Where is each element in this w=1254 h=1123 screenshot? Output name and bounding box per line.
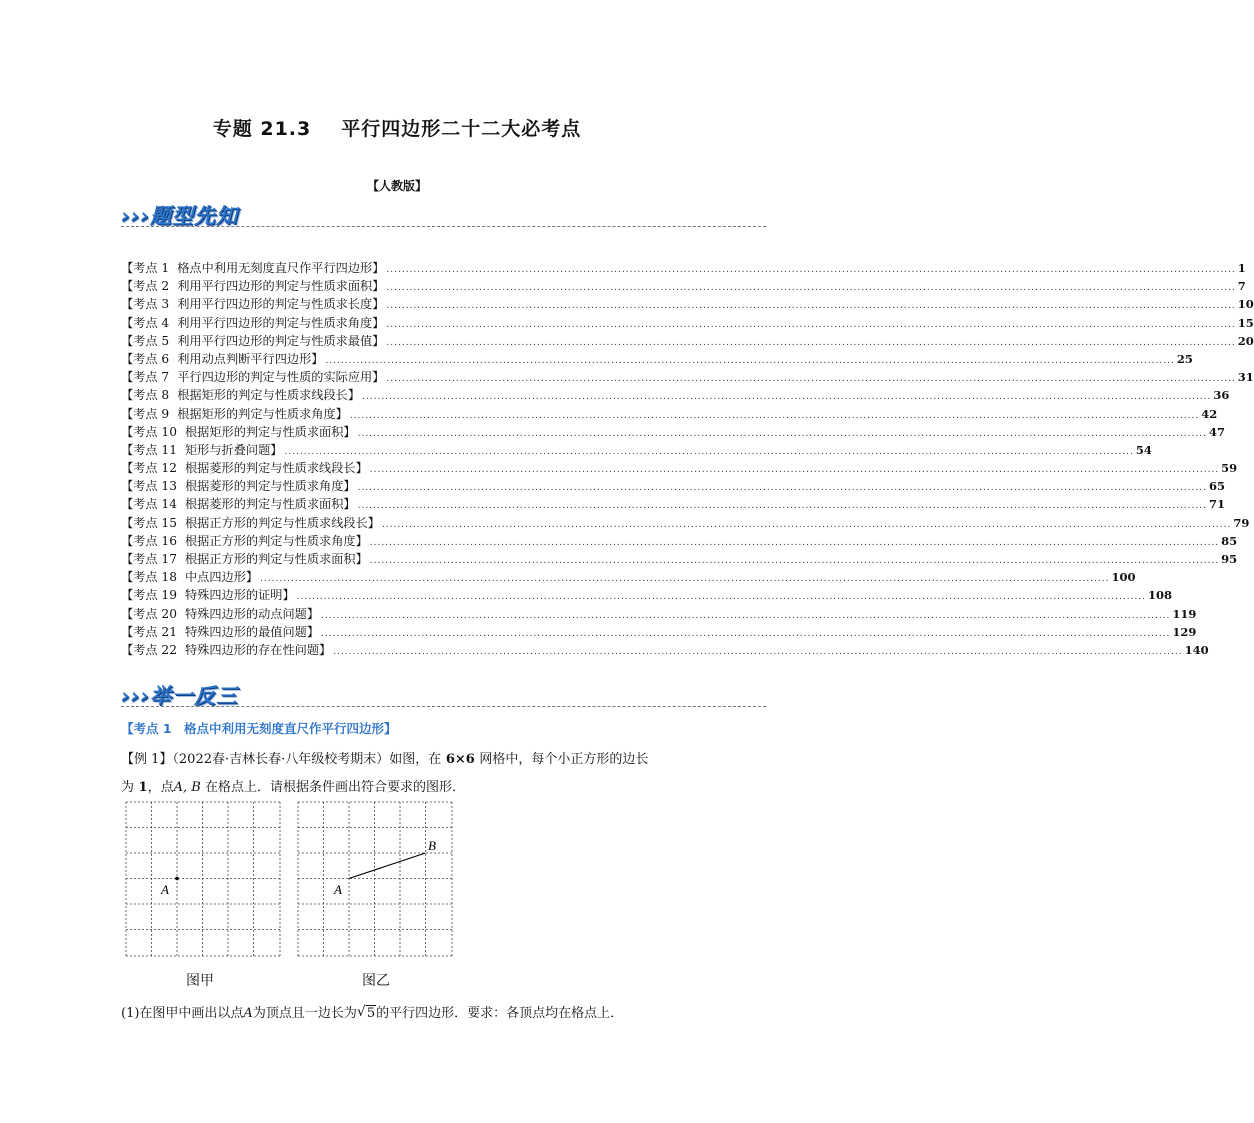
example-text: ，点 <box>147 780 174 795</box>
toc-entry[interactable] <box>121 495 1225 513</box>
toc-entry-page: 25 <box>1176 351 1193 366</box>
toc-entry[interactable] <box>121 314 1254 332</box>
grid-yi <box>297 801 453 957</box>
question-text: 为顶点且一边长为 <box>252 1006 357 1021</box>
toc-entry-title: 利用平行四边形的判定与性质求长度】 <box>177 297 385 312</box>
examples-banner-label: ›››举一反三 <box>121 684 238 708</box>
toc-entry-page: 10 <box>1237 297 1254 312</box>
examples-banner <box>121 678 766 712</box>
toc-entry-title: 根据矩形的判定与性质求线段长】 <box>177 388 361 403</box>
question-text: (1)在图甲中画出以点 <box>121 1006 244 1021</box>
toc-entry-tag: 【考点 15 <box>121 515 177 530</box>
toc-entry-page: 47 <box>1208 424 1225 439</box>
example-text: 如图，在 <box>389 752 442 767</box>
toc-leader-dots: ............................................................................................................................................................................................................................ <box>369 465 1220 476</box>
toc-entry[interactable] <box>121 332 1254 350</box>
toc-entry-page: 100 <box>1111 570 1136 585</box>
toc-entry-title: 利用平行四边形的判定与性质求最值】 <box>177 333 385 348</box>
toc-leader-dots: ............................................................................................................................................................................................................................ <box>381 519 1232 530</box>
toc-entry-tag: 【考点 16 <box>121 533 177 548</box>
toc-entry-page: 95 <box>1221 552 1238 566</box>
point-a-label: A <box>161 882 169 897</box>
grid-size: 6×6 <box>445 752 475 767</box>
caption-jia: 图甲 <box>186 973 214 989</box>
toc-entry[interactable] <box>121 423 1225 441</box>
example-source: （2022春·吉林长春·八年级校考期末） <box>172 752 390 767</box>
toc-entry-title: 格点中利用无刻度直尺作平行四边形】 <box>177 261 385 275</box>
toc-entry[interactable] <box>121 550 1238 568</box>
toc-entry-title: 根据正方形的判定与性质求角度】 <box>184 533 368 548</box>
toc-leader-dots: ............................................................................................................................................................................................................................ <box>357 501 1207 512</box>
toc-entry[interactable] <box>121 350 1193 368</box>
unit-length: 1 <box>138 780 148 795</box>
sqrt-symbol: √ 5 <box>356 1004 376 1021</box>
toc-entry-tag: 【考点 3 <box>121 297 170 312</box>
toc-entry-tag: 【考点 10 <box>121 424 177 439</box>
topic-title: 平行四边形二十二大必考点 <box>341 118 582 140</box>
toc-entry-tag: 【考点 7 <box>121 370 170 385</box>
topic-number: 专题 21.3 <box>212 118 312 140</box>
toc-entry[interactable] <box>121 568 1136 586</box>
toc-entry-title: 根据正方形的判定与性质求线段长】 <box>184 515 380 530</box>
radicand: 5 <box>366 1006 376 1021</box>
example-1 <box>121 746 681 802</box>
point-a-label: A <box>334 882 342 897</box>
toc-leader-dots: ............................................................................................................................................................................................................................ <box>321 628 1171 639</box>
toc-leader-dots: ............................................................................................................................................................................................................................ <box>284 446 1134 457</box>
toc-leader-dots: ............................................................................................................................................................................................................................ <box>260 574 1110 585</box>
toc-entry-title: 根据菱形的判定与性质求角度】 <box>184 479 356 494</box>
toc-entry-title: 根据矩形的判定与性质求面积】 <box>184 424 356 439</box>
toc-leader-dots: ............................................................................................................................................................................................................................ <box>333 646 1183 657</box>
toc-leader-dots: ............................................................................................................................................................................................................................ <box>362 392 1212 403</box>
example-text: 为 <box>121 780 135 795</box>
toc-entry-title: 根据菱形的判定与性质求面积】 <box>184 497 356 512</box>
toc-entry-title: 特殊四边形的存在性问题】 <box>184 642 332 657</box>
toc-entry[interactable] <box>121 386 1230 404</box>
toc-entry-page: 85 <box>1221 533 1238 548</box>
toc-entry-tag: 【考点 1 <box>121 261 170 275</box>
question-point: A <box>243 1006 253 1021</box>
toc-entry-page: 65 <box>1208 479 1225 494</box>
toc-entry[interactable] <box>121 532 1238 550</box>
toc-leader-dots: ............................................................................................................................................................................................................................ <box>349 410 1200 421</box>
kaodian-1-heading: 【考点 1 格点中利用无刻度直尺作平行四边形】 <box>121 721 397 736</box>
toc-entry-page: 15 <box>1237 315 1254 330</box>
toc-entry-title: 中点四边形】 <box>184 570 259 585</box>
toc-leader-dots: ............................................................................................................................................................................................................................ <box>369 556 1220 566</box>
toc-entry-page: 7 <box>1237 279 1246 294</box>
page-title <box>0 114 794 141</box>
edition-label: 【人教版】 <box>366 179 427 193</box>
toc-entry-page: 54 <box>1135 442 1152 457</box>
toc-entry[interactable] <box>121 477 1225 495</box>
toc-leader-dots: ............................................................................................................................................................................................................................ <box>321 610 1171 621</box>
toc-entry-page: 1 <box>1237 261 1246 275</box>
toc-entry-tag: 【考点 21 <box>121 624 177 639</box>
toc-entry-tag: 【考点 17 <box>121 552 177 566</box>
toc-entry-tag: 【考点 2 <box>121 279 170 294</box>
toc-entry-title: 特殊四边形的证明】 <box>184 588 295 603</box>
toc-entry-title: 根据矩形的判定与性质求角度】 <box>177 406 348 421</box>
toc-entry-page: 119 <box>1172 606 1197 621</box>
figure-jia <box>125 801 281 961</box>
toc-entry-title: 根据菱形的判定与性质求线段长】 <box>184 461 368 476</box>
toc-leader-dots: ............................................................................................................................................................................................................................ <box>386 265 1236 275</box>
toc-entry[interactable] <box>121 368 1254 386</box>
toc-entry-title: 利用平行四边形的判定与性质求面积】 <box>177 279 385 294</box>
toc-entry-tag: 【考点 11 <box>121 442 177 457</box>
toc-entry-title: 利用平行四边形的判定与性质求角度】 <box>177 315 385 330</box>
toc-entry[interactable] <box>121 405 1218 423</box>
example-label: 【例 1】 <box>121 752 173 767</box>
toc-leader-dots: ............................................................................................................................................................................................................................ <box>296 592 1147 603</box>
toc-entry-tag: 【考点 22 <box>121 642 177 657</box>
toc-entry[interactable] <box>121 441 1152 459</box>
toc-leader-dots: ............................................................................................................................................................................................................................ <box>369 537 1220 548</box>
toc-entry-page: 59 <box>1221 461 1238 476</box>
toc-leader-dots: ............................................................................................................................................................................................................................ <box>386 374 1236 385</box>
toc-entry-page: 79 <box>1233 515 1250 530</box>
toc-entry[interactable] <box>121 605 1197 623</box>
toc-entry-tag: 【考点 8 <box>121 388 170 403</box>
toc-entry-page: 108 <box>1148 588 1173 603</box>
caption-yi: 图乙 <box>362 973 390 989</box>
toc-entry-title: 平行四边形的判定与性质的实际应用】 <box>177 370 385 385</box>
examples-banner-rule <box>121 706 766 707</box>
toc-leader-dots: ............................................................................................................................................................................................................................ <box>357 428 1207 439</box>
toc-entry-tag: 【考点 6 <box>121 351 170 366</box>
toc-leader-dots: ............................................................................................................................................................................................................................ <box>357 483 1207 494</box>
toc-entry[interactable] <box>121 259 1246 277</box>
toc-entry-tag: 【考点 19 <box>121 588 177 603</box>
toc-entry-page: 42 <box>1201 406 1218 421</box>
toc-entry[interactable] <box>121 295 1254 313</box>
toc-banner <box>121 198 766 232</box>
example-text: 在格点上．请根据条件画出符合要求的图形． <box>204 780 465 795</box>
toc-leader-dots: ............................................................................................................................................................................................................................ <box>386 319 1236 330</box>
toc-entry-tag: 【考点 18 <box>121 570 177 585</box>
toc-entry-page: 36 <box>1213 388 1230 403</box>
grid-jia <box>125 801 281 957</box>
toc-leader-dots: ............................................................................................................................................................................................................................ <box>325 355 1175 366</box>
toc-entry-tag: 【考点 13 <box>121 479 177 494</box>
toc-entry-page: 31 <box>1237 370 1254 385</box>
toc-entry-title: 根据正方形的判定与性质求面积】 <box>184 552 368 566</box>
toc-entry[interactable] <box>121 459 1238 477</box>
toc-leader-dots: ............................................................................................................................................................................................................................ <box>386 337 1236 348</box>
toc-entry-title: 特殊四边形的动点问题】 <box>184 606 320 621</box>
toc-entry[interactable] <box>121 641 1209 659</box>
question-text: 的平行四边形．要求：各顶点均在格点上． <box>376 1006 624 1021</box>
example-text: 网格中，每个小正方形的边长 <box>479 752 649 767</box>
toc-entry-tag: 【考点 5 <box>121 333 170 348</box>
table-of-contents <box>121 259 1254 659</box>
toc-leader-dots: ............................................................................................................................................................................................................................ <box>386 283 1236 294</box>
point-a-dot <box>175 877 179 881</box>
points-ab: A, B <box>173 780 201 795</box>
toc-entry-page: 20 <box>1237 333 1254 348</box>
toc-entry-page: 140 <box>1184 642 1209 657</box>
toc-banner-label: ›››题型先知 <box>121 204 238 228</box>
toc-entry[interactable] <box>121 514 1250 532</box>
toc-entry[interactable] <box>121 623 1197 641</box>
segment-ab <box>349 853 426 879</box>
toc-entry-title: 特殊四边形的最值问题】 <box>184 624 320 639</box>
example-line-2 <box>121 774 681 802</box>
question-1 <box>121 1002 623 1021</box>
toc-entry-tag: 【考点 12 <box>121 461 177 476</box>
figure-yi <box>297 801 453 961</box>
toc-entry-title: 矩形与折叠问题】 <box>184 442 283 457</box>
toc-entry-tag: 【考点 20 <box>121 606 177 621</box>
toc-entry-tag: 【考点 9 <box>121 406 170 421</box>
toc-entry-page: 71 <box>1208 497 1225 512</box>
toc-entry-tag: 【考点 14 <box>121 497 177 512</box>
toc-entry-page: 129 <box>1172 624 1197 639</box>
toc-entry[interactable] <box>121 277 1246 295</box>
point-b-label: B <box>428 838 436 853</box>
toc-entry-title: 利用动点判断平行四边形】 <box>177 351 324 366</box>
toc-entry[interactable] <box>121 586 1173 604</box>
toc-entry-tag: 【考点 4 <box>121 315 170 330</box>
example-line-1 <box>121 746 681 774</box>
toc-banner-rule <box>121 226 766 227</box>
toc-leader-dots: ............................................................................................................................................................................................................................ <box>386 301 1236 312</box>
